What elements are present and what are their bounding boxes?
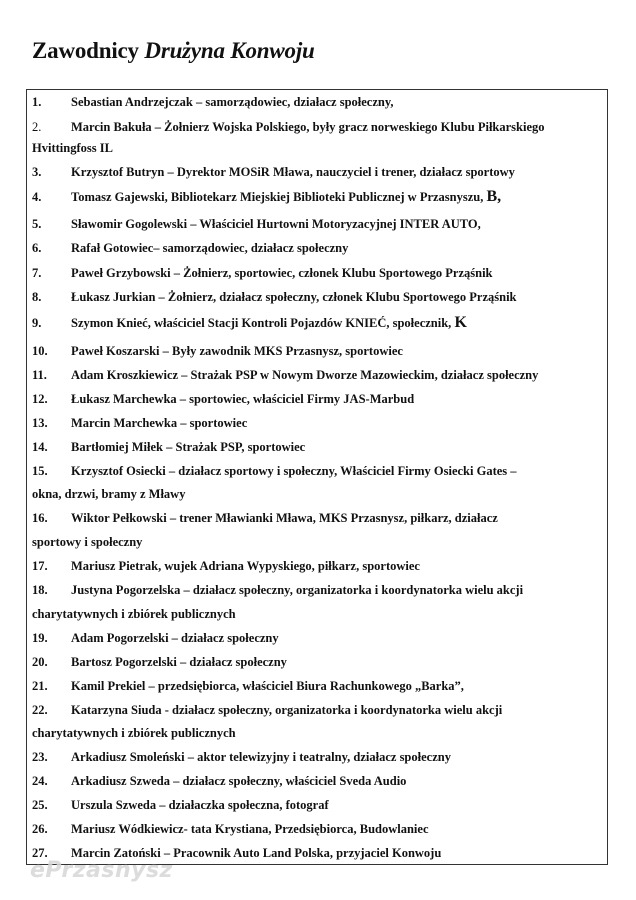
item-text: Marcin Bakuła – Żołnierz Wojska Polskiego, były gracz norweskiego Klubu Piłkarskiego bbox=[71, 120, 545, 134]
item-number: 4. bbox=[32, 190, 42, 204]
item-number: 8. bbox=[32, 290, 42, 304]
item-number: 26. bbox=[32, 822, 48, 836]
list-item bbox=[32, 652, 604, 672]
item-text-continued: sportowy i społeczny bbox=[32, 535, 143, 549]
list-item bbox=[32, 187, 604, 207]
item-number: 3. bbox=[32, 165, 42, 179]
title-team-name: Drużyna Konwoju bbox=[144, 38, 315, 63]
title-prefix: Zawodnicy bbox=[32, 38, 139, 63]
item-number: 16. bbox=[32, 511, 48, 525]
item-number: 13. bbox=[32, 416, 48, 430]
item-text: Marcin Zatoński – Pracownik Auto Land Polska, przyjaciel Konwoju bbox=[71, 846, 442, 860]
item-text: Adam Pogorzelski – działacz społeczny bbox=[71, 631, 279, 645]
item-text: Arkadiusz Szweda – działacz społeczny, właściciel Sveda Audio bbox=[71, 774, 407, 788]
list-item bbox=[32, 508, 604, 528]
item-text: Urszula Szweda – działaczka społeczna, fotograf bbox=[71, 798, 329, 812]
item-text: Marcin Marchewka – sportowiec bbox=[71, 416, 248, 430]
list-item bbox=[32, 389, 604, 409]
item-text: Justyna Pogorzelska – działacz społeczny, organizatorka i koordynatorka wielu akcji bbox=[71, 583, 524, 597]
item-text: Paweł Koszarski – Były zawodnik MKS Przasnysz, sportowiec bbox=[71, 344, 403, 358]
item-number: 6. bbox=[32, 241, 42, 255]
item-text-continued: Hvittingfoss IL bbox=[32, 141, 113, 155]
list-item bbox=[32, 437, 604, 457]
item-text: Bartłomiej Miłek – Strażak PSP, sportowiec bbox=[71, 440, 306, 454]
list-item-continuation bbox=[32, 138, 604, 158]
item-number: 9. bbox=[32, 316, 42, 330]
item-text: Wiktor Pełkowski – trener Mławianki Mława, MKS Przasnysz, piłkarz, działacz bbox=[71, 511, 498, 525]
list-item bbox=[32, 238, 604, 258]
item-text: Arkadiusz Smoleński – aktor telewizyjny i teatralny, działacz społeczny bbox=[71, 750, 451, 764]
item-text: Mariusz Pietrak, wujek Adriana Wypyskiego, piłkarz, sportowiec bbox=[71, 559, 420, 573]
item-number: 19. bbox=[32, 631, 48, 645]
list-item bbox=[32, 313, 604, 333]
list-item-continuation bbox=[32, 532, 604, 552]
item-number: 5. bbox=[32, 217, 42, 231]
page-title bbox=[32, 38, 315, 64]
list-item bbox=[32, 556, 604, 576]
list-item bbox=[32, 214, 604, 234]
item-text-tail: B, bbox=[486, 188, 502, 205]
item-text: Mariusz Wódkiewicz- tata Krystiana, Przedsiębiorca, Budowlaniec bbox=[71, 822, 429, 836]
list-item bbox=[32, 700, 604, 720]
list-item bbox=[32, 92, 604, 112]
list-item bbox=[32, 365, 604, 385]
list-item bbox=[32, 461, 604, 481]
item-text: Szymon Knieć, właściciel Stacji Kontroli Pojazdów KNIEĆ, społecznik, bbox=[71, 316, 452, 330]
list-item bbox=[32, 676, 604, 696]
item-text: Bartosz Pogorzelski – działacz społeczny bbox=[71, 655, 287, 669]
item-number: 24. bbox=[32, 774, 48, 788]
item-number: 21. bbox=[32, 679, 48, 693]
item-number: 7. bbox=[32, 266, 42, 280]
item-number: 23. bbox=[32, 750, 48, 764]
list-item bbox=[32, 162, 604, 182]
item-text-tail: K bbox=[454, 314, 467, 331]
item-number: 27. bbox=[32, 846, 48, 860]
list-item bbox=[32, 771, 604, 791]
list-item bbox=[32, 263, 604, 283]
item-number: 11. bbox=[32, 368, 47, 382]
item-text-continued: charytatywnych i zbiórek publicznych bbox=[32, 607, 236, 621]
item-text: Sebastian Andrzejczak – samorządowiec, działacz społeczny, bbox=[71, 95, 394, 109]
list-item bbox=[32, 819, 604, 839]
item-number: 22. bbox=[32, 703, 48, 717]
item-number: 15. bbox=[32, 464, 48, 478]
item-number: 2. bbox=[32, 120, 42, 134]
item-text: Tomasz Gajewski, Bibliotekarz Miejskiej Biblioteki Publicznej w Przasnyszu, bbox=[71, 190, 484, 204]
list-item bbox=[32, 628, 604, 648]
list-item-continuation bbox=[32, 484, 604, 504]
watermark: ePrzasnysz bbox=[30, 858, 173, 883]
item-text-continued: okna, drzwi, bramy z Mławy bbox=[32, 487, 186, 501]
item-text: Adam Kroszkiewicz – Strażak PSP w Nowym Dworze Mazowieckim, działacz społeczny bbox=[71, 368, 539, 382]
item-number: 12. bbox=[32, 392, 48, 406]
item-number: 10. bbox=[32, 344, 48, 358]
item-text: Kamil Prekiel – przedsiębiorca, właściciel Biura Rachunkowego „Barka”, bbox=[71, 679, 464, 693]
item-text: Łukasz Jurkian – Żołnierz, działacz społeczny, członek Klubu Sportowego Prząśnik bbox=[71, 290, 517, 304]
item-text: Krzysztof Osiecki – działacz sportowy i społeczny, Właściciel Firmy Osiecki Gates – bbox=[71, 464, 517, 478]
item-number: 25. bbox=[32, 798, 48, 812]
list-item bbox=[32, 795, 604, 815]
item-number: 14. bbox=[32, 440, 48, 454]
item-number: 17. bbox=[32, 559, 48, 573]
list-item-continuation bbox=[32, 604, 604, 624]
item-number: 1. bbox=[32, 95, 42, 109]
item-text: Sławomir Gogolewski – Właściciel Hurtowni Motoryzacyjnej INTER AUTO, bbox=[71, 217, 481, 231]
list-item bbox=[32, 580, 604, 600]
item-number: 20. bbox=[32, 655, 48, 669]
item-text: Katarzyna Siuda - działacz społeczny, organizatorka i koordynatorka wielu akcji bbox=[71, 703, 503, 717]
item-text-continued: charytatywnych i zbiórek publicznych bbox=[32, 726, 236, 740]
list-item bbox=[32, 747, 604, 767]
list-item-continuation bbox=[32, 723, 604, 743]
item-number: 18. bbox=[32, 583, 48, 597]
item-text: Łukasz Marchewka – sportowiec, właściciel Firmy JAS-Marbud bbox=[71, 392, 415, 406]
item-text: Rafał Gotowiec– samorządowiec, działacz społeczny bbox=[71, 241, 349, 255]
item-text: Krzysztof Butryn – Dyrektor MOSiR Mława, nauczyciel i trener, działacz sportowy bbox=[71, 165, 515, 179]
list-item bbox=[32, 413, 604, 433]
list-item bbox=[32, 287, 604, 307]
list-item bbox=[32, 341, 604, 361]
list-item bbox=[32, 117, 604, 137]
item-text: Paweł Grzybowski – Żołnierz, sportowiec, członek Klubu Sportowego Prząśnik bbox=[71, 266, 493, 280]
